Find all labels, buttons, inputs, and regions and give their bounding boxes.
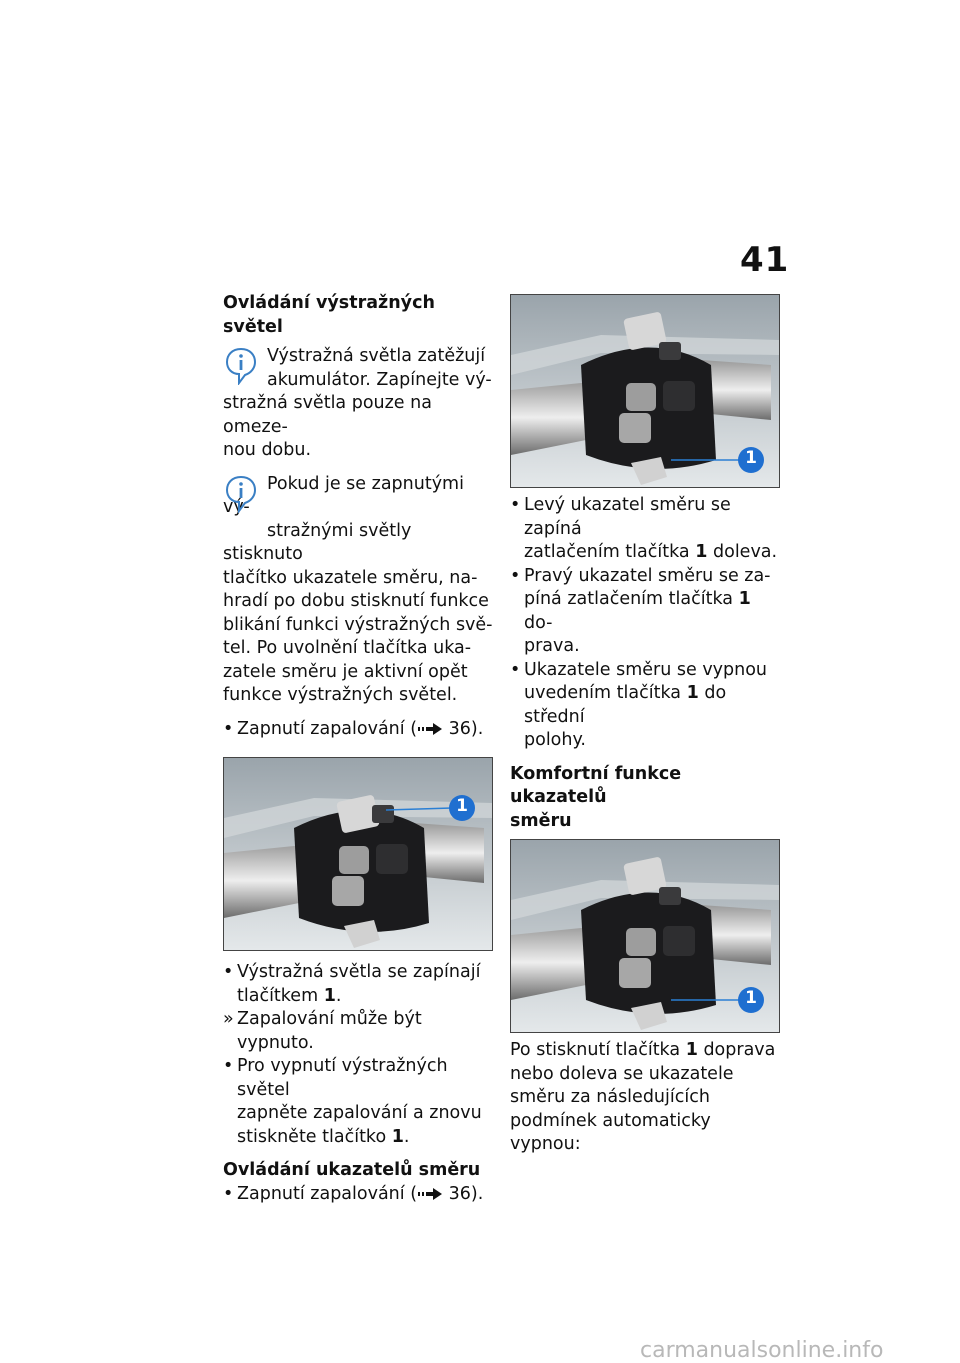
note1-line1: Výstražná světla zatěžují <box>267 346 486 366</box>
callout-number: 1 <box>745 448 757 468</box>
bullet-right-indicator: • Pravý ukazatel směru se za- <box>510 565 771 586</box>
note2-line8: funkce výstražných světel. <box>223 685 458 705</box>
bullet-hazard-on: • Výstražná světla se zapínají <box>223 962 481 982</box>
info-icon <box>225 347 257 385</box>
bullet-right-indicator-cont2: prava. <box>524 636 580 656</box>
note1-line3: stražná světla pouze na omeze- <box>223 393 432 437</box>
bullet-hazard-off-cont2: stiskněte tlačítko 1. <box>237 1126 410 1147</box>
note1-line2: akumulátor. Zapínejte vý- <box>267 369 492 390</box>
page-reference-arrow-icon <box>417 723 443 735</box>
heading-hazard-lights: Ovládání výstražných světel <box>223 293 435 337</box>
bullet-hazard-on-cont: tlačítkem 1. <box>237 985 342 1006</box>
bullet-hazard-off: • Pro vypnutí výstražných světel <box>223 1056 448 1100</box>
result-ignition-off: » Zapalování může být vypnuto. <box>223 1009 422 1053</box>
bullet-left-indicator: • Levý ukazatel směru se zapíná <box>510 495 731 539</box>
para-comfort-line3: směru za následujících <box>510 1087 710 1107</box>
para-comfort-line4: podmínek automaticky vypnou: <box>510 1110 711 1154</box>
bullet-ignition-on-1: • Zapnutí zapalování ( 36). <box>223 718 484 739</box>
bullet-ignition-on-2: • Zapnutí zapalování ( 36). <box>223 1183 484 1204</box>
note2-line7: zatele směru je aktivní opět <box>223 661 468 682</box>
handlebar-switch-photo <box>224 758 492 950</box>
callout-number: 1 <box>745 988 757 1008</box>
para-comfort-line2: nebo doleva se ukazatele <box>510 1063 734 1084</box>
note2-line2: stražnými světly stisknuto <box>223 520 412 564</box>
note2-line6: tel. Po uvolnění tlačítka uka- <box>223 638 472 658</box>
handlebar-switch-photo <box>511 295 779 487</box>
page-reference-arrow-icon <box>417 1188 443 1200</box>
info-icon <box>225 475 257 513</box>
watermark-text: carmanualsonline.info <box>640 1338 884 1363</box>
para-comfort-line1: Po stisknutí tlačítka 1 doprava <box>510 1040 776 1060</box>
heading-comfort-indicator-line2: směru <box>510 810 572 831</box>
bullet-left-indicator-cont: zatlačením tlačítka 1 doleva. <box>524 542 778 562</box>
handlebar-switch-photo <box>511 840 779 1032</box>
bullet-hazard-off-cont1: zapněte zapalování a znovu <box>237 1103 482 1123</box>
info-note-1 <box>223 345 493 463</box>
bullet-indicator-off-cont2: polohy. <box>524 730 586 750</box>
photo-comfort-switch <box>510 839 780 1033</box>
bullet-indicator-off-cont1: uvedením tlačítka 1 do střední <box>524 683 727 727</box>
note2-line1: Pokud je se zapnutými vý- <box>223 473 464 517</box>
note2-line3: tlačítko ukazatele směru, na- <box>223 567 478 588</box>
note2-line5: blikání funkci výstražných svě- <box>223 614 493 635</box>
photo-hazard-switch <box>223 757 493 951</box>
left-column <box>223 292 493 1206</box>
bullet-indicator-off: • Ukazatele směru se vypnou <box>510 659 768 680</box>
right-column <box>510 294 782 1157</box>
callout-number: 1 <box>456 796 468 816</box>
page-number: 41 <box>740 240 790 280</box>
note1-line4: nou dobu. <box>223 440 312 460</box>
heading-comfort-indicator-line1: Komfortní funkce ukazatelů <box>510 763 682 807</box>
photo-turn-switch <box>510 294 780 488</box>
note2-line4: hradí po dobu stisknutí funkce <box>223 591 489 611</box>
heading-turn-indicators: Ovládání ukazatelů směru <box>223 1160 481 1180</box>
info-note-2 <box>223 473 493 708</box>
bullet-right-indicator-cont1: píná zatlačením tlačítka 1 do- <box>524 589 751 633</box>
